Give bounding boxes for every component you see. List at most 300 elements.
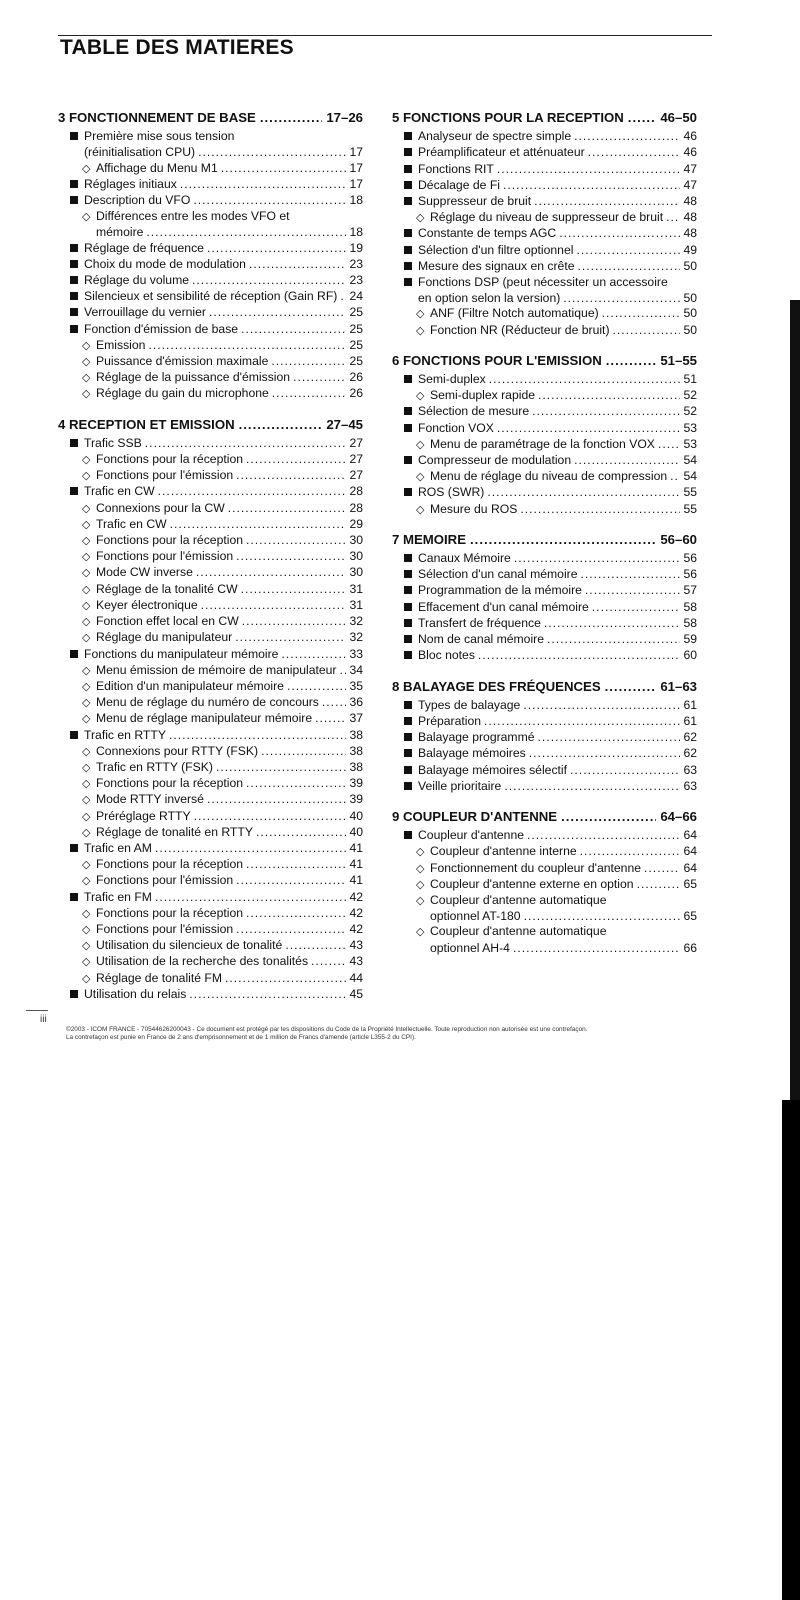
- toc-entry[interactable]: [392, 551, 697, 567]
- entry-label: Trafic en RTTY: [84, 727, 166, 742]
- toc-entry[interactable]: [58, 695, 363, 711]
- entry-page-number: 37: [349, 711, 363, 726]
- entry-page-number: 18: [349, 225, 363, 240]
- leader-dots: [514, 551, 681, 566]
- entry-label: Trafic SSB: [84, 435, 142, 450]
- square-bullet-icon: [70, 485, 84, 500]
- leader-dots: [602, 306, 681, 321]
- square-bullet-icon: [404, 584, 418, 599]
- footer-rule: [26, 1010, 48, 1011]
- leader-dots: [287, 679, 346, 694]
- leader-dots: [236, 468, 346, 483]
- toc-entry[interactable]: [392, 779, 697, 795]
- toc-entry[interactable]: [58, 468, 363, 484]
- leader-dots: [613, 323, 681, 338]
- section-page-range: 17–26: [326, 110, 363, 125]
- entry-label: Menu de paramétrage de la fonction VOX: [430, 436, 655, 451]
- toc-entry[interactable]: [58, 273, 363, 289]
- entry-page-number: 48: [683, 194, 697, 209]
- leader-dots: [581, 567, 681, 582]
- entry-label: Nom de canal mémoire: [418, 632, 544, 647]
- toc-entry[interactable]: [392, 763, 697, 779]
- toc-entry[interactable]: [392, 291, 697, 306]
- toc-entry[interactable]: [392, 306, 697, 322]
- entry-page-number: 64: [683, 828, 697, 843]
- entry-page-number: 41: [349, 873, 363, 888]
- entry-page-number: 60: [683, 648, 697, 663]
- entry-page-number: 46: [683, 145, 697, 160]
- toc-entry[interactable]: [392, 600, 697, 616]
- toc-entry[interactable]: [58, 305, 363, 321]
- entry-label: Réglage de fréquence: [84, 240, 204, 255]
- toc-section: [392, 353, 697, 518]
- entry-label: Description du VFO: [84, 193, 191, 208]
- entry-label: Fonction NR (Réducteur de bruit): [430, 322, 610, 337]
- toc-entry[interactable]: [58, 776, 363, 792]
- toc-entry[interactable]: [392, 567, 697, 583]
- toc-entry[interactable]: [392, 145, 697, 161]
- toc-entry[interactable]: [58, 354, 363, 370]
- toc-entry[interactable]: [58, 630, 363, 646]
- entry-label: Keyer électronique: [96, 597, 198, 612]
- leader-dots: [340, 289, 346, 304]
- entry-page-number: 23: [349, 256, 363, 271]
- toc-section: [392, 532, 697, 665]
- toc-entry[interactable]: [58, 987, 363, 1003]
- toc-entry[interactable]: [392, 924, 697, 940]
- toc-entry[interactable]: [58, 598, 363, 614]
- toc-entry[interactable]: [392, 226, 697, 242]
- entry-label: en option selon la version): [418, 291, 561, 306]
- leader-dots: [155, 890, 346, 905]
- toc-entry[interactable]: [58, 873, 363, 889]
- scan-edge-shadow: [782, 300, 800, 1600]
- diamond-bullet-icon: ◇: [82, 551, 91, 564]
- leader-dots: [670, 469, 680, 484]
- leader-dots: [246, 906, 346, 921]
- entry-label: Menu de réglage du numéro de concours: [96, 695, 319, 710]
- entry-page-number: 46: [683, 129, 697, 144]
- toc-section: [392, 679, 697, 795]
- entry-label: Puissance d'émission maximale: [96, 354, 269, 369]
- entry-label: Réglage du volume: [84, 273, 190, 288]
- toc-entry[interactable]: [392, 210, 697, 226]
- toc-entry[interactable]: [58, 386, 363, 402]
- entry-label: Fonction effet local en CW: [96, 614, 239, 629]
- leader-dots: [563, 291, 680, 306]
- square-bullet-icon: [404, 617, 418, 632]
- toc-entry[interactable]: [58, 890, 363, 906]
- section-title[interactable]: [392, 532, 697, 547]
- square-bullet-icon: [404, 552, 418, 567]
- entry-label: Trafic en AM: [84, 840, 152, 855]
- diamond-bullet-icon: ◇: [82, 372, 91, 385]
- toc-entry[interactable]: [392, 275, 697, 291]
- toc-entry[interactable]: [58, 241, 363, 257]
- square-bullet-icon: [70, 242, 84, 257]
- toc-entry[interactable]: [392, 178, 697, 194]
- entry-label: Fonctions pour la réception: [96, 857, 244, 872]
- leader-dots: [513, 941, 680, 956]
- entry-label: Transfert de fréquence: [418, 615, 541, 630]
- toc-entry[interactable]: [392, 129, 697, 145]
- entry-page-number: 50: [683, 322, 697, 337]
- toc-entry[interactable]: [58, 338, 363, 354]
- entry-page-number: 19: [349, 240, 363, 255]
- entry-label: Programmation de la mémoire: [418, 583, 582, 598]
- toc-entry[interactable]: [392, 632, 697, 648]
- toc-entry[interactable]: [58, 906, 363, 922]
- toc-entry[interactable]: [392, 909, 697, 924]
- toc-entry[interactable]: [58, 841, 363, 857]
- entry-page-number: 48: [683, 210, 697, 225]
- section-title-text: 3 FONCTIONNEMENT DE BASE: [58, 110, 256, 125]
- entry-label: Préréglage RTTY: [96, 808, 191, 823]
- entry-label: Sélection d'un canal mémoire: [418, 567, 578, 582]
- toc-entry[interactable]: [58, 193, 363, 209]
- toc-entry[interactable]: [58, 663, 363, 679]
- square-bullet-icon: [70, 323, 84, 338]
- toc-entry[interactable]: [392, 583, 697, 599]
- entry-page-number: 64: [683, 844, 697, 859]
- leader-dots: [155, 841, 346, 856]
- entry-label: Première mise sous tension: [84, 129, 235, 144]
- toc-entry[interactable]: [392, 194, 697, 210]
- entry-page-number: 50: [683, 291, 697, 306]
- toc-entry[interactable]: [58, 289, 363, 305]
- toc-entry[interactable]: [392, 828, 697, 844]
- entry-label: Semi-duplex rapide: [430, 388, 536, 403]
- entry-page-number: 32: [349, 614, 363, 629]
- entry-label: Menu émission de mémoire de manipulateur: [96, 662, 337, 677]
- leader-dots: [256, 825, 346, 840]
- toc-entry[interactable]: [392, 421, 697, 437]
- section-title[interactable]: [392, 353, 697, 368]
- leader-dots: [146, 225, 346, 240]
- toc-entry[interactable]: [392, 404, 697, 420]
- toc-entry[interactable]: [58, 565, 363, 581]
- diamond-bullet-icon: ◇: [82, 907, 91, 920]
- entry-page-number: 41: [349, 840, 363, 855]
- leader-dots: [246, 533, 346, 548]
- entry-page-number: 25: [349, 305, 363, 320]
- square-bullet-icon: [70, 290, 84, 305]
- entry-page-number: 41: [349, 857, 363, 872]
- diamond-bullet-icon: ◇: [82, 664, 91, 677]
- toc-entry[interactable]: [58, 452, 363, 468]
- diamond-bullet-icon: ◇: [82, 535, 91, 548]
- square-bullet-icon: [70, 988, 84, 1003]
- leader-dots: [489, 372, 681, 387]
- leader-dots: [236, 549, 346, 564]
- entry-page-number: 38: [349, 727, 363, 742]
- toc-entry[interactable]: [58, 857, 363, 873]
- leader-dots: [527, 828, 680, 843]
- entry-page-number: 30: [349, 549, 363, 564]
- diamond-bullet-icon: ◇: [416, 503, 425, 516]
- toc-entry[interactable]: [58, 679, 363, 695]
- toc-entry[interactable]: [58, 971, 363, 987]
- leader-dots: [193, 193, 346, 208]
- entry-label: Fonctions DSP (peut nécessiter un accessoire: [418, 275, 668, 290]
- entry-label: Fonctionnement du coupleur d'antenne: [430, 860, 642, 875]
- leader-dots: [285, 938, 346, 953]
- toc-entry[interactable]: [392, 861, 697, 877]
- diamond-bullet-icon: ◇: [82, 859, 91, 872]
- section-title[interactable]: [58, 110, 363, 125]
- leader-dots: [169, 728, 346, 743]
- leader-dots: [198, 145, 346, 160]
- entry-page-number: 17: [349, 145, 363, 160]
- diamond-bullet-icon: ◇: [416, 926, 425, 939]
- section-title[interactable]: [392, 110, 697, 125]
- toc-entry[interactable]: [392, 698, 697, 714]
- toc-entry[interactable]: [392, 844, 697, 860]
- entry-page-number: 54: [683, 469, 697, 484]
- toc-entry[interactable]: [58, 533, 363, 549]
- toc-entry[interactable]: [58, 501, 363, 517]
- toc-entry[interactable]: [58, 582, 363, 598]
- leader-dots: [559, 226, 680, 241]
- toc-entry[interactable]: [58, 436, 363, 452]
- toc-entry[interactable]: [392, 714, 697, 730]
- section-title-text: 6 FONCTIONS POUR L'EMISSION: [392, 352, 602, 368]
- toc-entry[interactable]: [392, 372, 697, 388]
- square-bullet-icon: [404, 130, 418, 145]
- diamond-bullet-icon: ◇: [82, 761, 91, 774]
- toc-entry[interactable]: [58, 322, 363, 338]
- toc-entry[interactable]: [58, 938, 363, 954]
- toc-entry[interactable]: [58, 549, 363, 565]
- entry-label: Coupleur d'antenne automatique: [430, 892, 607, 907]
- entry-label: Coupleur d'antenne: [418, 828, 525, 843]
- toc-section: [58, 417, 363, 1003]
- entry-label: Fonctions pour la réception: [96, 452, 244, 467]
- page-title: TABLE DES MATIERES: [60, 36, 294, 59]
- entry-label: Réglage de la puissance d'émission: [96, 370, 291, 385]
- entry-page-number: 57: [683, 583, 697, 598]
- entry-label: Fonction VOX: [418, 420, 494, 435]
- toc-entry[interactable]: [58, 370, 363, 386]
- toc-entry[interactable]: [58, 647, 363, 663]
- toc-entry[interactable]: [58, 728, 363, 744]
- diamond-bullet-icon: ◇: [82, 583, 91, 596]
- toc-entry[interactable]: [58, 825, 363, 841]
- diamond-bullet-icon: ◇: [82, 680, 91, 693]
- square-bullet-icon: [70, 306, 84, 321]
- leader-dots: [538, 730, 681, 745]
- diamond-bullet-icon: ◇: [416, 894, 425, 907]
- leader-dots: [261, 744, 346, 759]
- leader-dots: [628, 110, 657, 125]
- square-bullet-icon: [404, 633, 418, 648]
- toc-entry[interactable]: [392, 437, 697, 453]
- toc-entry[interactable]: [58, 209, 363, 225]
- leader-dots: [228, 501, 347, 516]
- toc-entry[interactable]: [392, 730, 697, 746]
- toc-entry[interactable]: [58, 517, 363, 533]
- leader-dots: [145, 436, 347, 451]
- entry-label: Fonctions du manipulateur mémoire: [84, 646, 279, 661]
- entry-page-number: 45: [349, 986, 363, 1001]
- entry-label: Décalage de Fi: [418, 177, 500, 192]
- entry-label: Fonctions pour la réception: [96, 776, 244, 791]
- leader-dots: [580, 844, 681, 859]
- toc-entry[interactable]: [58, 129, 363, 145]
- entry-page-number: 53: [683, 436, 697, 451]
- entry-label: Analyseur de spectre simple: [418, 129, 572, 144]
- square-bullet-icon: [404, 601, 418, 616]
- entry-label: Balayage mémoires: [418, 746, 526, 761]
- toc-entry[interactable]: [58, 177, 363, 193]
- leader-dots: [544, 616, 681, 631]
- entry-label: Utilisation de la recherche des tonalités: [96, 954, 309, 969]
- toc-entry[interactable]: [58, 225, 363, 240]
- copyright-line-1: ©2003 - ICOM FRANCE - 70544626200043 - Ce document est protégé par les dispositions du Code de la Propriété Intellectuelle. Toute reproduction non autorisée est une contrefaçon.: [66, 1026, 588, 1033]
- toc-entry[interactable]: [392, 162, 697, 178]
- leader-dots: [249, 257, 347, 272]
- section-title-text: 4 RECEPTION ET EMISSION: [58, 416, 235, 432]
- entry-page-number: 26: [349, 370, 363, 385]
- leader-dots: [225, 971, 346, 986]
- toc-entry[interactable]: [392, 323, 697, 339]
- toc-entry[interactable]: [58, 145, 363, 160]
- entry-page-number: 53: [683, 420, 697, 435]
- entry-label: Balayage mémoires sélectif: [418, 762, 568, 777]
- leader-dots: [532, 404, 680, 419]
- entry-label: Fonctions RIT: [418, 161, 494, 176]
- toc-entry[interactable]: [58, 161, 363, 177]
- entry-label: Réglage du gain du microphone: [96, 386, 269, 401]
- section-title[interactable]: [392, 809, 697, 824]
- entry-page-number: 35: [349, 678, 363, 693]
- leader-dots: [196, 565, 347, 580]
- diamond-bullet-icon: ◇: [82, 599, 91, 612]
- entry-page-number: 30: [349, 565, 363, 580]
- square-bullet-icon: [404, 163, 418, 178]
- toc-entry[interactable]: [58, 711, 363, 727]
- toc-entry[interactable]: [58, 760, 363, 776]
- square-bullet-icon: [404, 373, 418, 388]
- square-bullet-icon: [404, 747, 418, 762]
- leader-dots: [520, 502, 680, 517]
- toc-entry[interactable]: [392, 485, 697, 501]
- square-bullet-icon: [70, 274, 84, 289]
- copyright-notice: [66, 1026, 716, 1042]
- square-bullet-icon: [404, 486, 418, 501]
- diamond-bullet-icon: ◇: [416, 846, 425, 859]
- diamond-bullet-icon: ◇: [82, 875, 91, 888]
- toc-entry[interactable]: [58, 484, 363, 500]
- entry-label: optionnel AH-4: [430, 940, 510, 955]
- diamond-bullet-icon: ◇: [82, 810, 91, 823]
- toc-entry[interactable]: [392, 469, 697, 485]
- diamond-bullet-icon: ◇: [82, 567, 91, 580]
- square-bullet-icon: [404, 276, 418, 291]
- toc-entry[interactable]: [58, 809, 363, 825]
- diamond-bullet-icon: ◇: [82, 388, 91, 401]
- entry-label: Réglage de tonalité FM: [96, 970, 223, 985]
- leader-dots: [158, 484, 347, 499]
- toc-entry[interactable]: [58, 744, 363, 760]
- entry-label: Canaux Mémoire: [418, 551, 511, 566]
- diamond-bullet-icon: ◇: [416, 878, 425, 891]
- leader-dots: [578, 259, 681, 274]
- leader-dots: [241, 582, 347, 597]
- leader-dots: [534, 194, 680, 209]
- toc-entry[interactable]: [58, 257, 363, 273]
- toc-entry[interactable]: [392, 648, 697, 664]
- toc-entry[interactable]: [392, 877, 697, 893]
- entry-label: Mode RTTY inversé: [96, 792, 204, 807]
- toc-entry[interactable]: [392, 746, 697, 762]
- section-title-text: 8 BALAYAGE DES FRÉQUENCES: [392, 678, 601, 694]
- diamond-bullet-icon: ◇: [82, 211, 91, 224]
- diamond-bullet-icon: ◇: [82, 972, 91, 985]
- square-bullet-icon: [70, 437, 84, 452]
- toc-entry[interactable]: [392, 243, 697, 259]
- leader-dots: [322, 695, 347, 710]
- toc-entry[interactable]: [392, 502, 697, 518]
- toc-entry[interactable]: [58, 954, 363, 970]
- toc-entry[interactable]: [58, 792, 363, 808]
- entry-page-number: 44: [349, 970, 363, 985]
- entry-page-number: 38: [349, 759, 363, 774]
- toc-entry[interactable]: [392, 259, 697, 275]
- leader-dots: [524, 909, 681, 924]
- square-bullet-icon: [404, 731, 418, 746]
- section-title[interactable]: [58, 417, 363, 432]
- entry-page-number: 25: [349, 337, 363, 352]
- diamond-bullet-icon: ◇: [82, 940, 91, 953]
- leader-dots: [260, 110, 323, 125]
- entry-label: Différences entre les modes VFO et: [96, 209, 290, 224]
- entry-label: Types de balayage: [418, 697, 521, 712]
- section-title[interactable]: [392, 679, 697, 694]
- square-bullet-icon: [404, 260, 418, 275]
- entry-label: Réglage du manipulateur: [96, 630, 233, 645]
- square-bullet-icon: [404, 715, 418, 730]
- entry-label: Constante de temps AGC: [418, 226, 557, 241]
- entry-page-number: 56: [683, 551, 697, 566]
- entry-page-number: 54: [683, 453, 697, 468]
- entry-page-number: 28: [349, 484, 363, 499]
- entry-page-number: 34: [349, 662, 363, 677]
- entry-page-number: 31: [349, 597, 363, 612]
- entry-page-number: 29: [349, 516, 363, 531]
- toc-entry[interactable]: [392, 453, 697, 469]
- toc-entry[interactable]: [392, 388, 697, 404]
- entry-page-number: 33: [349, 646, 363, 661]
- leader-dots: [315, 711, 346, 726]
- toc-entry[interactable]: [392, 941, 697, 956]
- leader-dots: [666, 210, 680, 225]
- toc-entry[interactable]: [392, 616, 697, 632]
- diamond-bullet-icon: ◇: [82, 616, 91, 629]
- entry-label: Affichage du Menu M1: [96, 160, 218, 175]
- entry-page-number: 52: [683, 388, 697, 403]
- leader-dots: [523, 698, 680, 713]
- entry-page-number: 47: [683, 161, 697, 176]
- toc-section: [58, 110, 363, 403]
- toc-entry[interactable]: [392, 893, 697, 909]
- square-bullet-icon: [404, 179, 418, 194]
- square-bullet-icon: [404, 227, 418, 242]
- diamond-bullet-icon: ◇: [416, 471, 425, 484]
- toc-entry[interactable]: [58, 614, 363, 630]
- toc-entry[interactable]: [58, 922, 363, 938]
- copyright-line-2: La contrefaçon est punie en France de 2 ans d'emprisonnement et de 1 million de Francs d'amende (article L355-2 du CPI).: [66, 1034, 416, 1041]
